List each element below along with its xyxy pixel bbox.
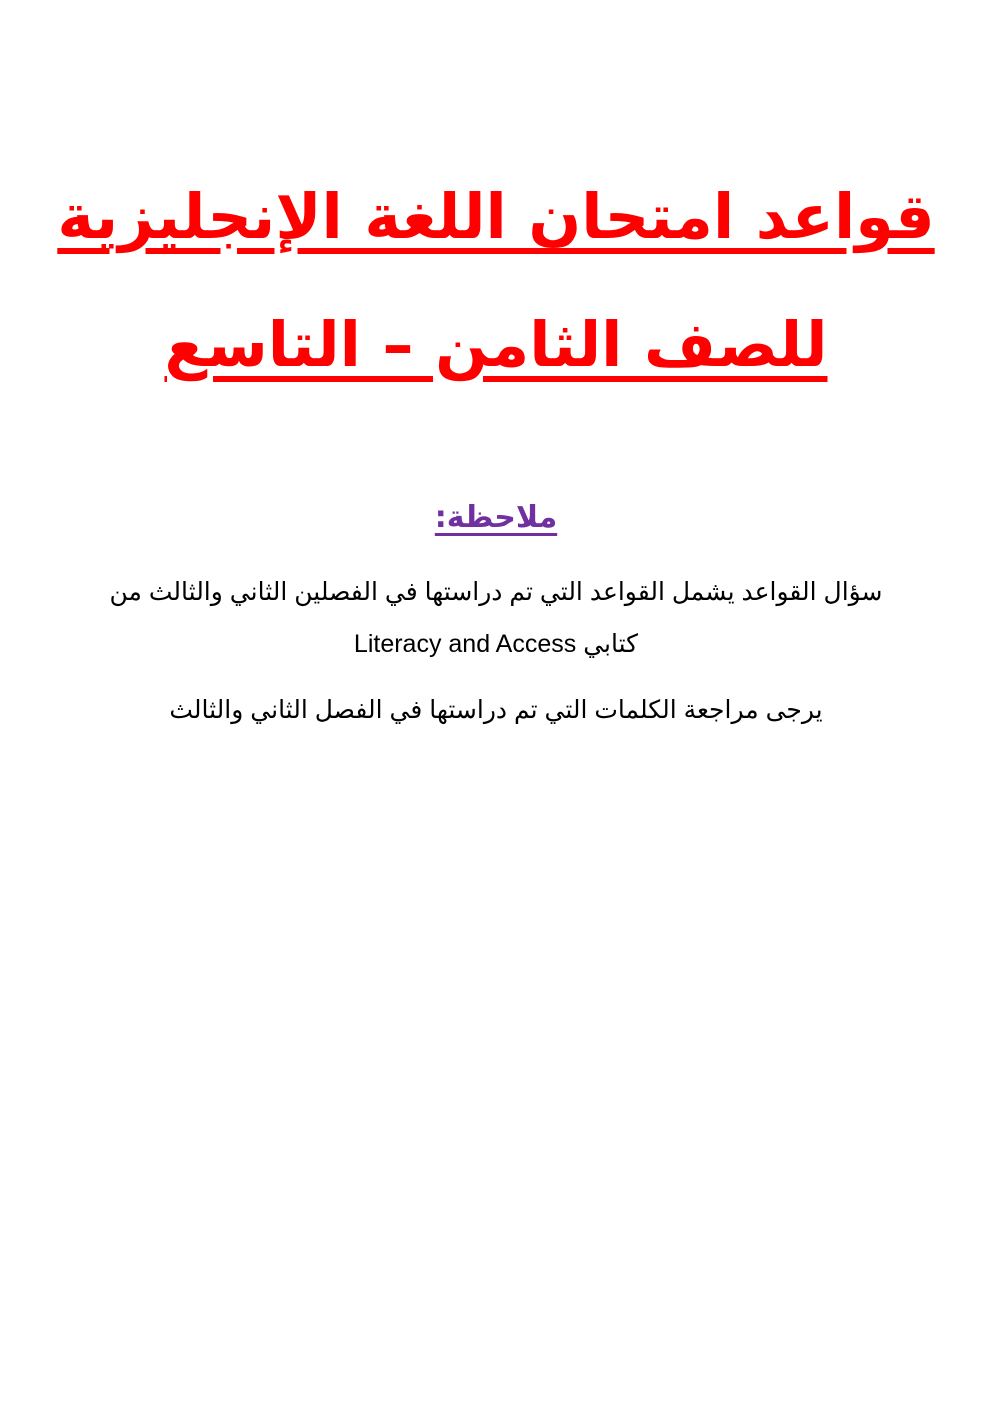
title-line-2 [0, 308, 992, 382]
note-heading-text: ملاحظة: [434, 500, 558, 535]
title-line-2-text: للصف الثامن – التاسع [164, 308, 828, 381]
note-paragraph-2: يرجى مراجعة الكلمات التي تم دراستها في الفصل الثاني والثالث [169, 696, 823, 724]
title-line-1-text: قواعد امتحان اللغة الإنجليزية [57, 180, 935, 253]
note-paragraph-1-continuation: كتابي Literacy and Access [353, 630, 639, 658]
title-line-1 [0, 180, 992, 254]
note-heading [0, 500, 992, 536]
note-paragraph-1: سؤال القواعد يشمل القواعد التي تم دراستها في الفصلين الثاني والثالث من [109, 578, 883, 606]
